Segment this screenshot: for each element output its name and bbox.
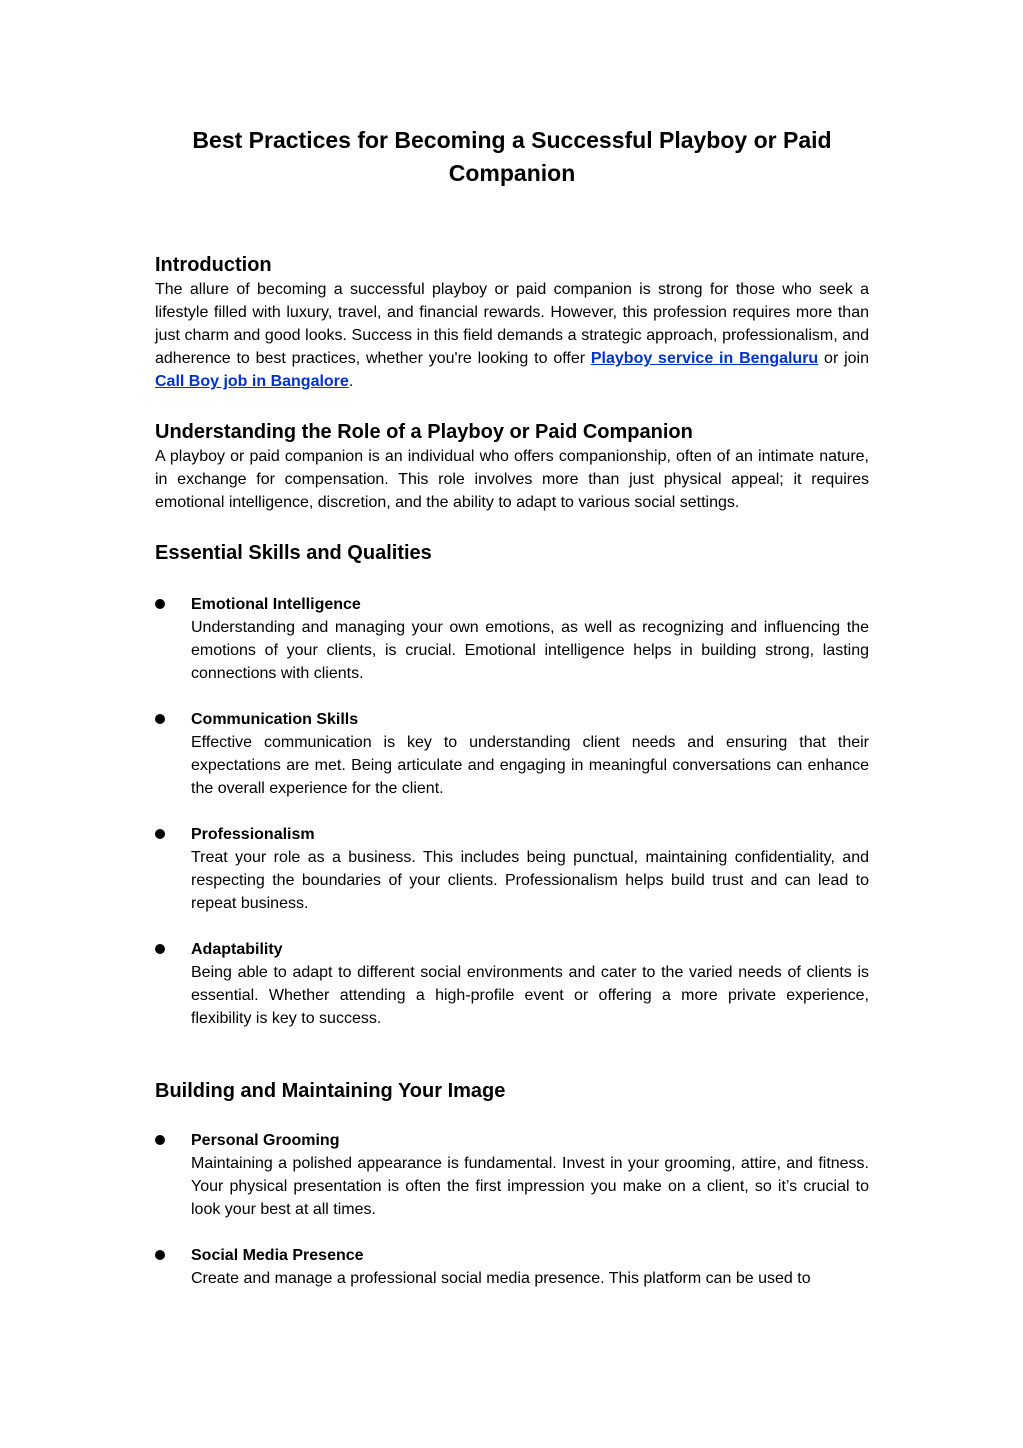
list-item-title: Adaptability: [191, 941, 283, 958]
list-item-title: Communication Skills: [191, 711, 359, 728]
introduction-end-punctuation: .: [348, 373, 354, 390]
list-item-title: Social Media Presence: [191, 1247, 364, 1264]
playboy-service-bengaluru-link[interactable]: Playboy service in Bengaluru: [590, 350, 819, 367]
list-item-text: Being able to adapt to different social environments and cater to the varied needs of clients is essential. Whether attending a high-profile event or offering a more private experience, flexibility is key to success.: [191, 964, 869, 1027]
image-section-heading: Building and Maintaining Your Image: [155, 1080, 506, 1102]
document-title: Best Practices for Becoming a Successful Playboy or Paid Companion: [192, 127, 832, 186]
list-item: [155, 593, 869, 685]
bullet-icon: [155, 1135, 165, 1145]
list-item-text: Maintaining a polished appearance is fundamental. Invest in your grooming, attire, and fitness. Your physical presentation is often the first impression you make on a client, so it’s crucial to look your best at all times.: [191, 1155, 869, 1218]
bullet-icon: [155, 599, 165, 609]
introduction-heading: Introduction: [155, 254, 272, 276]
introduction-text: The allure of becoming a successful playboy or paid companion is strong for those who seek a lifestyle filled with luxury, travel, and financial rewards. However, this profession requires more than just charm and good looks. Success in this field demands a strategic approach, professionalism, and adherence to best practices, whether you're looking to offer: [155, 281, 869, 367]
list-item-text: Understanding and managing your own emotions, as well as recognizing and influencing the emotions of your clients, is crucial. Emotional intelligence helps in building strong, lasting connections with clients.: [191, 619, 869, 682]
skills-heading: Essential Skills and Qualities: [155, 542, 432, 564]
list-item: [155, 708, 869, 800]
call-boy-job-bangalore-link[interactable]: Call Boy job in Bangalore: [155, 373, 349, 390]
role-heading: Understanding the Role of a Playboy or Paid Companion: [155, 421, 693, 443]
list-item: [155, 823, 869, 915]
document-page: [155, 124, 869, 1290]
bullet-icon: [155, 944, 165, 954]
role-paragraph: A playboy or paid companion is an individual who offers companionship, often of an intimate nature, in exchange for compensation. This role involves more than just physical appeal; it requires emotional intelligence, discretion, and the ability to adapt to various social settings.: [155, 448, 869, 511]
list-item-text: Create and manage a professional social media presence. This platform can be used to: [191, 1270, 811, 1287]
list-item-text: Treat your role as a business. This includes being punctual, maintaining confidentiality, and respecting the boundaries of your clients. Professionalism helps build trust and can lead to repeat business.: [191, 849, 869, 912]
list-item: [155, 938, 869, 1030]
list-item-title: Emotional Intelligence: [191, 596, 361, 613]
introduction-paragraph: [155, 278, 869, 393]
bullet-icon: [155, 829, 165, 839]
list-item-text: Effective communication is key to understanding client needs and ensuring that their expectations are met. Being articulate and engaging in meaningful conversations can enhance the overall experience for the client.: [191, 734, 869, 797]
image-section-list: [155, 1129, 869, 1290]
bullet-icon: [155, 714, 165, 724]
skills-list: [155, 593, 869, 1030]
list-item: [155, 1244, 869, 1290]
list-item: [155, 1129, 869, 1221]
bullet-icon: [155, 1250, 165, 1260]
introduction-connector-text: or join: [818, 350, 870, 367]
list-item-title: Personal Grooming: [191, 1132, 340, 1149]
list-item-title: Professionalism: [191, 826, 315, 843]
